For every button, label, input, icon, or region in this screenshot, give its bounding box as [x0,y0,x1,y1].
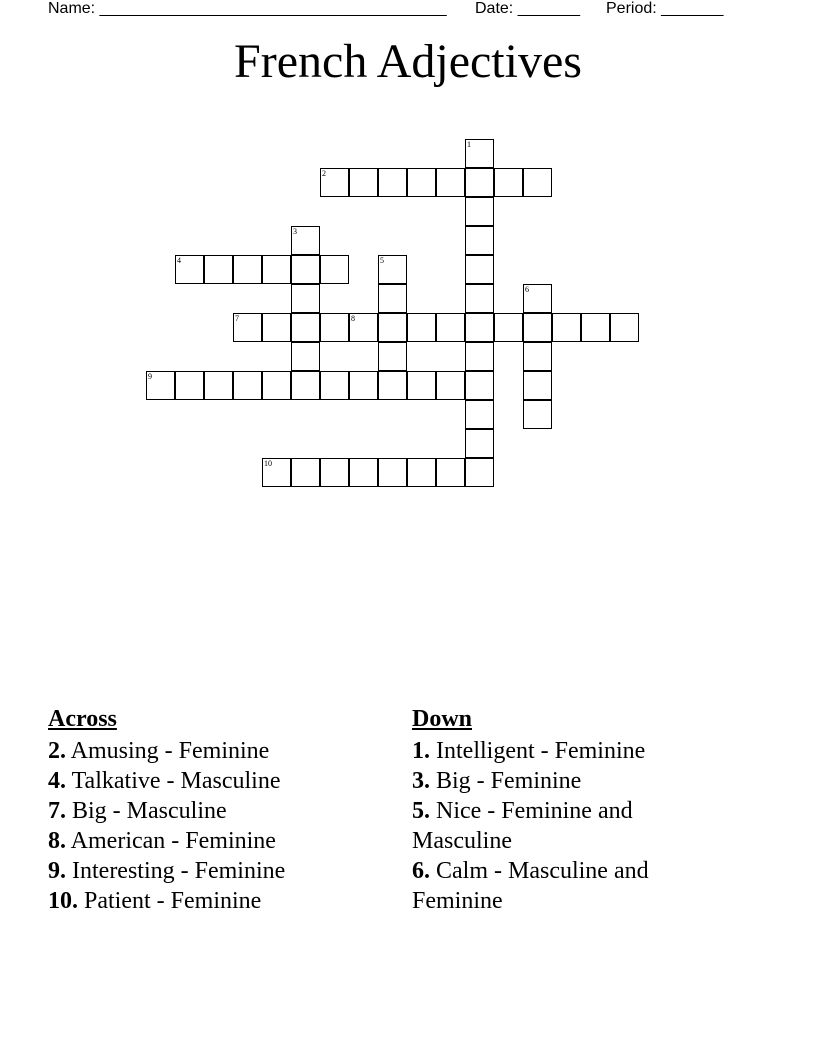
crossword-cell[interactable] [291,342,320,371]
clue-number: 1 [467,140,471,149]
crossword-cell[interactable] [407,458,436,487]
crossword-cell[interactable] [523,284,552,313]
crossword-cell[interactable] [349,371,378,400]
crossword-cell[interactable] [233,313,262,342]
crossword-cell[interactable] [581,313,610,342]
crossword-cell[interactable] [378,255,407,284]
crossword-cell[interactable] [465,429,494,458]
crossword-cell[interactable] [378,313,407,342]
clue-number: 9 [148,372,152,381]
crossword-cell[interactable] [262,255,291,284]
crossword-cell[interactable] [378,284,407,313]
crossword-cell[interactable] [146,371,175,400]
crossword-cell[interactable] [262,313,291,342]
crossword-cell[interactable] [465,226,494,255]
crossword-cell[interactable] [291,255,320,284]
crossword-cell[interactable] [465,139,494,168]
down-clue-6: 6. Calm - Masculine and Feminine [412,858,649,914]
clue-number: 4 [177,256,181,265]
crossword-cell[interactable] [523,168,552,197]
down-clue-5: 5. Nice - Feminine and Masculine [412,798,633,854]
crossword-cell[interactable] [320,313,349,342]
crossword-cell[interactable] [465,371,494,400]
crossword-cell[interactable] [523,400,552,429]
crossword-cell[interactable] [523,313,552,342]
crossword-cell[interactable] [523,371,552,400]
crossword-cell[interactable] [436,458,465,487]
name-field[interactable]: Name: _______________________________________ [48,0,447,17]
crossword-cell[interactable] [436,168,465,197]
crossword-grid [0,0,816,520]
crossword-cell[interactable] [349,313,378,342]
crossword-cell[interactable] [320,371,349,400]
crossword-cell[interactable] [349,458,378,487]
across-clue-9: 9. Interesting - Feminine [48,858,286,884]
date-field[interactable]: Date: _______ [475,0,580,17]
crossword-cell[interactable] [204,371,233,400]
crossword-cell[interactable] [465,458,494,487]
crossword-cell[interactable] [175,371,204,400]
page-title: French Adjectives [234,35,582,88]
down-clue-3: 3. Big - Feminine [412,768,582,794]
crossword-cell[interactable] [436,371,465,400]
crossword-cell[interactable] [407,313,436,342]
across-clue-10: 10. Patient - Feminine [48,888,262,914]
crossword-cell[interactable] [436,313,465,342]
crossword-cell[interactable] [291,226,320,255]
crossword-cell[interactable] [378,342,407,371]
crossword-cell[interactable] [378,371,407,400]
crossword-cell[interactable] [610,313,639,342]
clue-number: 10 [264,459,272,468]
down-clue-1: 1. Intelligent - Feminine [412,738,646,764]
crossword-cell[interactable] [233,255,262,284]
crossword-cell[interactable] [291,371,320,400]
clue-number: 2 [322,169,326,178]
crossword-cell[interactable] [291,458,320,487]
down-heading: Down [412,706,473,732]
crossword-cell[interactable] [320,255,349,284]
down-clues [412,704,712,916]
crossword-cell[interactable] [465,313,494,342]
clue-number: 7 [235,314,239,323]
crossword-cell[interactable] [320,458,349,487]
across-heading: Across [48,706,117,732]
crossword-cell[interactable] [291,313,320,342]
crossword-cell[interactable] [262,458,291,487]
clue-number: 5 [380,256,384,265]
crossword-cell[interactable] [494,168,523,197]
across-clue-4: 4. Talkative - Masculine [48,768,281,794]
crossword-cell[interactable] [465,255,494,284]
crossword-cell[interactable] [552,313,581,342]
crossword-cell[interactable] [465,400,494,429]
crossword-cell[interactable] [465,284,494,313]
crossword-cell[interactable] [291,284,320,313]
across-clues [48,704,388,916]
crossword-cell[interactable] [175,255,204,284]
period-field[interactable]: Period: _______ [606,0,724,17]
crossword-cell[interactable] [407,168,436,197]
across-clue-7: 7. Big - Masculine [48,798,227,824]
clue-number: 6 [525,285,529,294]
crossword-cell[interactable] [233,371,262,400]
crossword-cell[interactable] [465,168,494,197]
crossword-cell[interactable] [204,255,233,284]
crossword-cell[interactable] [465,342,494,371]
clue-number: 8 [351,314,355,323]
crossword-cell[interactable] [523,342,552,371]
across-clue-8: 8. American - Feminine [48,828,276,854]
crossword-cell[interactable] [320,168,349,197]
crossword-cell[interactable] [407,371,436,400]
crossword-cell[interactable] [262,371,291,400]
clue-number: 3 [293,227,297,236]
crossword-cell[interactable] [349,168,378,197]
crossword-cell[interactable] [378,168,407,197]
crossword-cell[interactable] [494,313,523,342]
crossword-cell[interactable] [465,197,494,226]
crossword-cell[interactable] [378,458,407,487]
across-clue-2: 2. Amusing - Feminine [48,738,270,764]
